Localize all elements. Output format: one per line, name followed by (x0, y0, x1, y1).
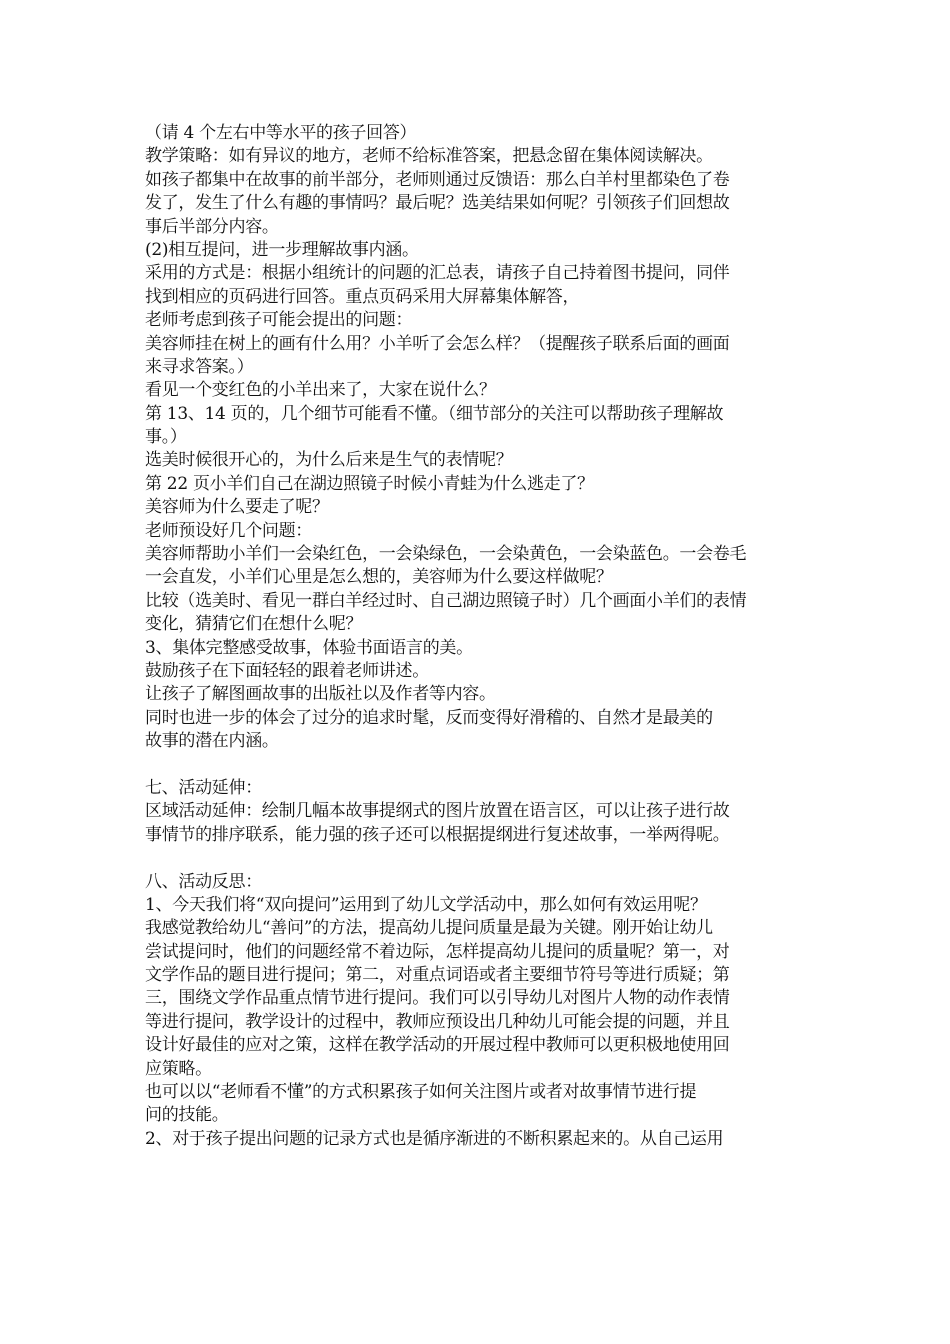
text-line: 老师预设好几个问题： (145, 520, 312, 541)
text-line: 美容师挂在树上的画有什么用？小羊听了会怎么样？（提醒孩子联系后面的画面 (145, 333, 730, 354)
text-line: 设计好最佳的应对之策，这样在教学活动的开展过程中教师可以更积极地使用回 (145, 1035, 730, 1056)
section-heading: 八、活动反思： (145, 871, 262, 892)
text-line: 我感觉教给幼儿“善问”的方法，提高幼儿提问质量是最为关键。刚开始让幼儿 (145, 918, 713, 939)
text-line: 问的技能。 (145, 1105, 229, 1126)
text-line: 看见一个变红色的小羊出来了，大家在说什么？ (145, 380, 496, 401)
text-line: 鼓励孩子在下面轻轻的跟着老师讲述。 (145, 660, 429, 681)
text-line: 美容师帮助小羊们一会染红色，一会染绿色，一会染黄色，一会染蓝色。一会卷毛 (145, 544, 747, 565)
text-line: 区域活动延伸：绘制几幅本故事提纲式的图片放置在语言区，可以让孩子进行故 (145, 801, 730, 822)
text-line: 故事的潜在内涵。 (145, 731, 279, 752)
text-line: 2、对于孩子提出问题的记录方式也是循序渐进的不断积累起来的。从自己运用 (145, 1128, 724, 1149)
text-line: 比较（选美时、看见一群白羊经过时、自己湖边照镜子时）几个画面小羊们的表情 (145, 590, 747, 611)
blank-line (145, 754, 815, 777)
document-body (145, 122, 815, 1151)
text-line: 如孩子都集中在故事的前半部分，老师则通过反馈语：那么白羊村里都染色了卷 (145, 169, 730, 190)
text-line: 等进行提问，教学设计的过程中，教师应预设出几种幼儿可能会提的问题，并且 (145, 1011, 730, 1032)
text-line: 采用的方式是：根据小组统计的问题的汇总表，请孩子自己持着图书提问，同伴 (145, 263, 730, 284)
text-line: 同时也进一步的体会了过分的追求时髦，反而变得好滑稽的、自然才是最美的 (145, 707, 713, 728)
text-line: 发了，发生了什么有趣的事情吗？最后呢？选美结果如何呢？引领孩子们回想故 (145, 193, 730, 214)
text-line: 第 22 页小羊们自己在湖边照镜子时候小青蛙为什么逃走了？ (145, 473, 594, 494)
text-line: 老师考虑到孩子可能会提出的问题： (145, 310, 413, 331)
text-line: 事。） (145, 427, 187, 448)
text-line: 来寻求答案。） (145, 356, 254, 377)
text-line: 变化，猜猜它们在想什么呢？ (145, 614, 363, 635)
blank-line (145, 847, 815, 870)
text-line: 应策略。 (145, 1058, 212, 1079)
text-line: 让孩子了解图画故事的出版社以及作者等内容。 (145, 684, 496, 705)
text-line: 事情节的排序联系，能力强的孩子还可以根据提纲进行复述故事，一举两得呢。 (145, 824, 730, 845)
section-heading: 七、活动延伸： (145, 777, 262, 798)
text-line: 1、今天我们将“双向提问”运用到了幼儿文学活动中，那么如何有效运用呢？ (145, 894, 707, 915)
text-line: (2)相互提问，进一步理解故事内涵。 (145, 239, 419, 260)
text-line: 文学作品的题目进行提问；第二，对重点词语或者主要细节符号等进行质疑；第 (145, 965, 730, 986)
text-line: 尝试提问时，他们的问题经常不着边际，怎样提高幼儿提问的质量呢？第一，对 (145, 941, 730, 962)
text-line: 事后半部分内容。 (145, 216, 279, 237)
text-line: 美容师为什么要走了呢？ (145, 497, 329, 518)
text-line: 也可以以“老师看不懂”的方式积累孩子如何关注图片或者对故事情节进行提 (145, 1082, 697, 1103)
text-line: （请 4 个左右中等水平的孩子回答） (145, 123, 417, 143)
text-line: 一会直发，小羊们心里是怎么想的，美容师为什么要这样做呢？ (145, 567, 613, 588)
text-line: 第 13、14 页的，几个细节可能看不懂。（细节部分的关注可以帮助孩子理解故 (145, 403, 724, 424)
text-line: 3、集体完整感受故事，体验书面语言的美。 (145, 637, 473, 658)
text-line: 选美时候很开心的，为什么后来是生气的表情呢？ (145, 450, 513, 471)
text-line: 教学策略：如有异议的地方，老师不给标准答案，把悬念留在集体阅读解决。 (145, 146, 713, 167)
text-line: 三，围绕文学作品重点情节进行提问。我们可以引导幼儿对图片人物的动作表情 (145, 988, 730, 1009)
text-line: 找到相应的页码进行回答。重点页码采用大屏幕集体解答， (145, 286, 580, 307)
